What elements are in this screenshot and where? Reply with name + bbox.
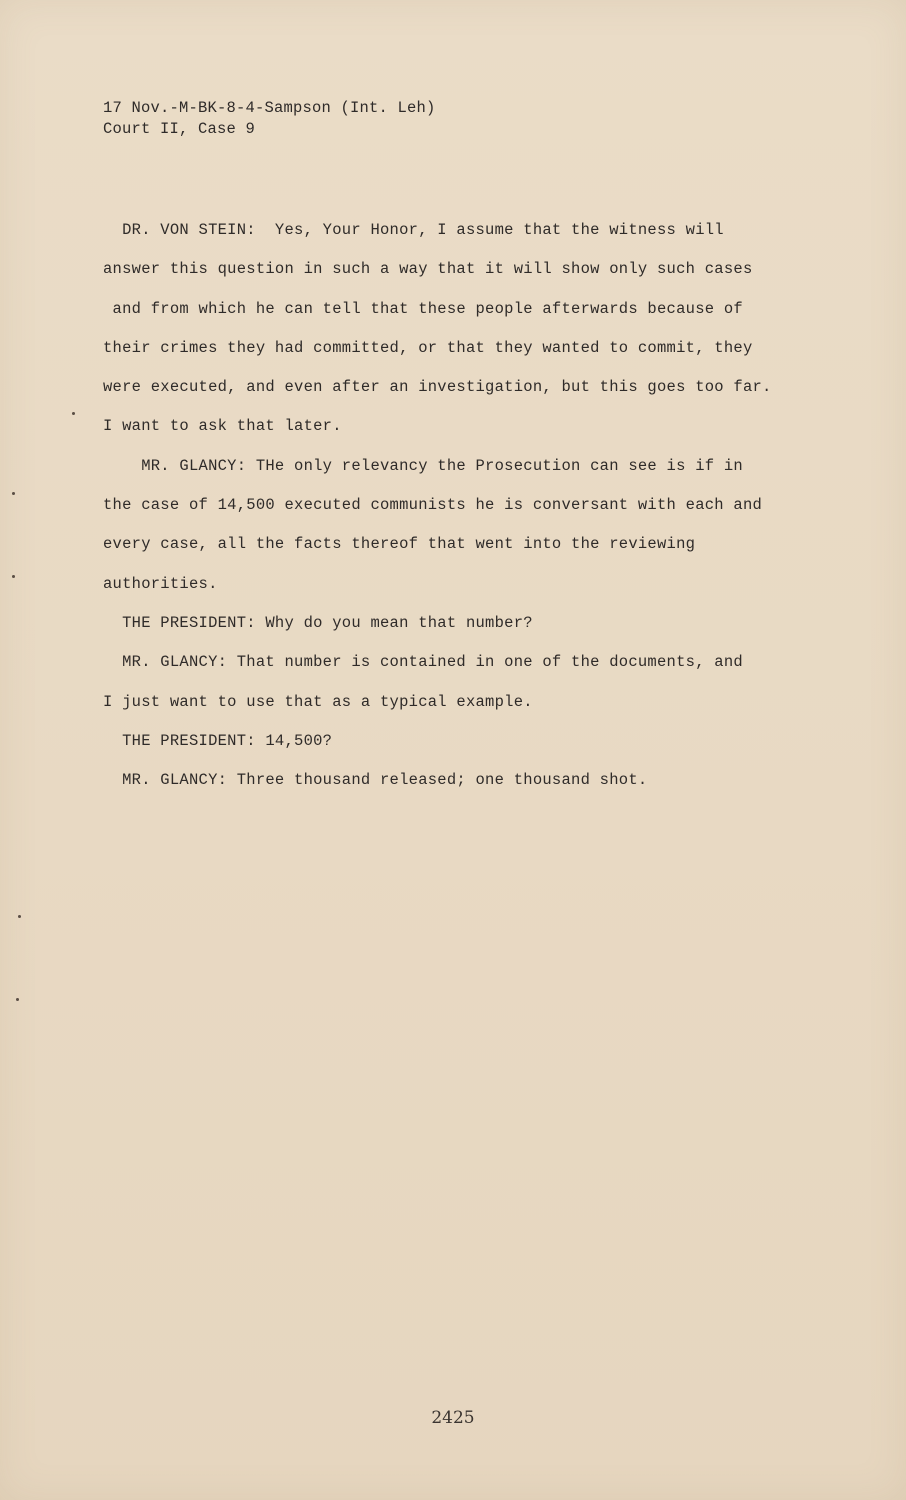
transcript-line: THE PRESIDENT: Why do you mean that number? bbox=[103, 613, 533, 632]
paper-speck bbox=[18, 915, 21, 918]
transcript-line: their crimes they had committed, or that they wanted to commit, they bbox=[103, 338, 753, 357]
transcript-line: I want to ask that later. bbox=[103, 417, 342, 436]
transcript-line: MR. GLANCY: That number is contained in one of the documents, and bbox=[103, 653, 743, 672]
paper-speck bbox=[72, 412, 75, 415]
page-number: 2425 bbox=[431, 1408, 475, 1428]
paper-speck bbox=[12, 492, 15, 495]
transcript-line: and from which he can tell that these people afterwards because of bbox=[103, 299, 743, 318]
paper-speck bbox=[16, 998, 19, 1001]
header-court-line: Court II, Case 9 bbox=[103, 120, 256, 138]
transcript-line: MR. GLANCY: Three thousand released; one thousand shot. bbox=[103, 771, 648, 790]
transcript-line: the case of 14,500 executed communists he is conversant with each and bbox=[103, 496, 763, 515]
transcript-line: answer this question in such a way that it will show only such cases bbox=[103, 260, 753, 279]
transcript-line: DR. VON STEIN: Yes, Your Honor, I assume that the witness will bbox=[103, 221, 724, 239]
transcript-line: I just want to use that as a typical example. bbox=[103, 692, 533, 711]
document-header bbox=[103, 98, 436, 140]
transcript-line: every case, all the facts thereof that went into the reviewing bbox=[103, 535, 696, 554]
transcript-line: authorities. bbox=[103, 574, 218, 593]
transcript-line: MR. GLANCY: THe only relevancy the Prosecution can see is if in bbox=[103, 456, 743, 475]
header-session-line: 17 Nov.-M-BK-8-4-Sampson (Int. Leh) bbox=[103, 99, 436, 117]
transcript-line: were executed, and even after an investigation, but this goes too far. bbox=[103, 378, 772, 397]
transcript-line: THE PRESIDENT: 14,500? bbox=[103, 731, 333, 750]
transcript-body bbox=[103, 211, 793, 800]
paper-speck bbox=[12, 575, 15, 578]
